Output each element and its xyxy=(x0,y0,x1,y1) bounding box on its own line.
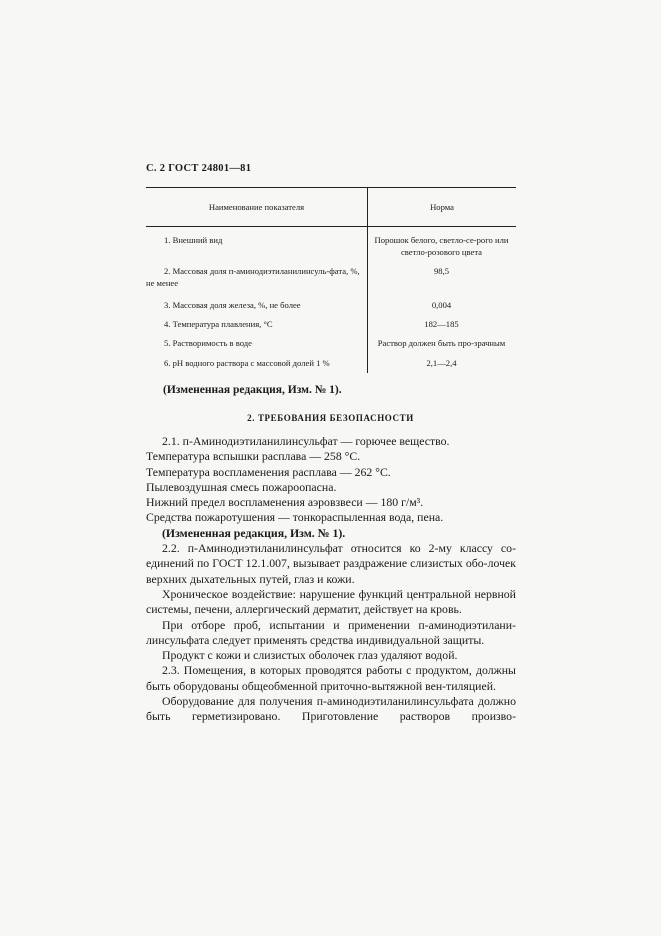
row-indicator: 2. Массовая доля п-аминодиэтиланилинсуль-фата, %, не менее xyxy=(146,266,360,288)
paragraph: Температура вспышки расплава — 258 °С. xyxy=(146,449,361,464)
paragraph: 2.1. п-Аминодиэтиланилинсульфат — горючее вещество. xyxy=(162,434,450,448)
table-row xyxy=(146,357,516,369)
paragraph: 2.3. Помещения, в которых проводятся работы с продуктом, должны быть оборудованы общеобменной приточно-вытяжной вен-тиляцией. xyxy=(146,663,516,693)
row-norm: Раствор должен быть про-зрачным xyxy=(377,338,506,348)
amendment-note: (Измененная редакция, Изм. № 1). xyxy=(162,525,346,540)
column-header-norm: Норма xyxy=(430,202,454,212)
properties-table xyxy=(146,187,516,373)
row-indicator: 6. рН водного раствора с массовой долей 1 % xyxy=(164,358,330,368)
paragraph: Оборудование для получения п-аминодиэтиланилинсульфата должно быть герметизировано. Приготовление растворов произво- xyxy=(146,694,516,724)
row-indicator: 1. Внешний вид xyxy=(164,235,223,245)
row-norm: 0,004 xyxy=(431,300,452,310)
paragraph: 2.2. п-Аминодиэтиланилинсульфат относится ко 2-му классу со-единений по ГОСТ 12.1.007, вызывает раздражение слизистых обо-лочек верхних дыхательных путей, глаз и кожи. xyxy=(146,541,516,586)
row-norm: 98,5 xyxy=(433,266,450,276)
table-row xyxy=(146,265,516,289)
table-row xyxy=(146,234,516,258)
paragraph: Хроническое воздействие: нарушение функций центральной нервной системы, печени, аллергический дерматит, действует на кровь. xyxy=(146,586,516,617)
row-indicator: 3. Массовая доля железа, %, не более xyxy=(164,300,301,310)
paragraph: Нижний предел воспламенения аэровзвеси — 180 г/м³. xyxy=(146,495,424,510)
table-row xyxy=(146,299,516,311)
table-header-row xyxy=(146,188,516,226)
table-column-divider xyxy=(367,227,368,373)
section-title: 2. ТРЕБОВАНИЯ БЕЗОПАСНОСТИ xyxy=(247,413,414,423)
row-indicator: 5. Растворимость в воде xyxy=(164,338,252,348)
paragraph: Пылевоздушная смесь пожароопасна. xyxy=(146,479,337,494)
row-indicator: 4. Температура плавления, °С xyxy=(164,319,273,329)
page-header: С. 2 ГОСТ 24801—81 xyxy=(146,163,252,174)
row-norm: Порошок белого, светло-се-рого или светло-розового цвета xyxy=(374,235,509,257)
column-header-indicator: Наименование показателя xyxy=(146,188,368,226)
body-text xyxy=(146,434,516,725)
table-row xyxy=(146,337,516,349)
paragraph: При отборе проб, испытании и применении п-аминодиэтилани-линсульфата следует применять средства индивидуальной защиты. xyxy=(146,617,516,647)
paragraph: Продукт с кожи и слизистых оболочек глаз удаляют водой. xyxy=(162,648,458,663)
row-norm: 182—185 xyxy=(424,319,459,329)
table-row xyxy=(146,318,516,330)
paragraph: Средства пожаротушения — тонкораспыленная вода, пена. xyxy=(146,510,444,525)
amendment-note: (Измененная редакция, Изм. № 1). xyxy=(163,384,342,396)
paragraph: Температура воспламенения расплава — 262 °С. xyxy=(146,464,391,479)
row-norm: 2,1—2,4 xyxy=(426,358,457,368)
table-body xyxy=(146,227,516,373)
